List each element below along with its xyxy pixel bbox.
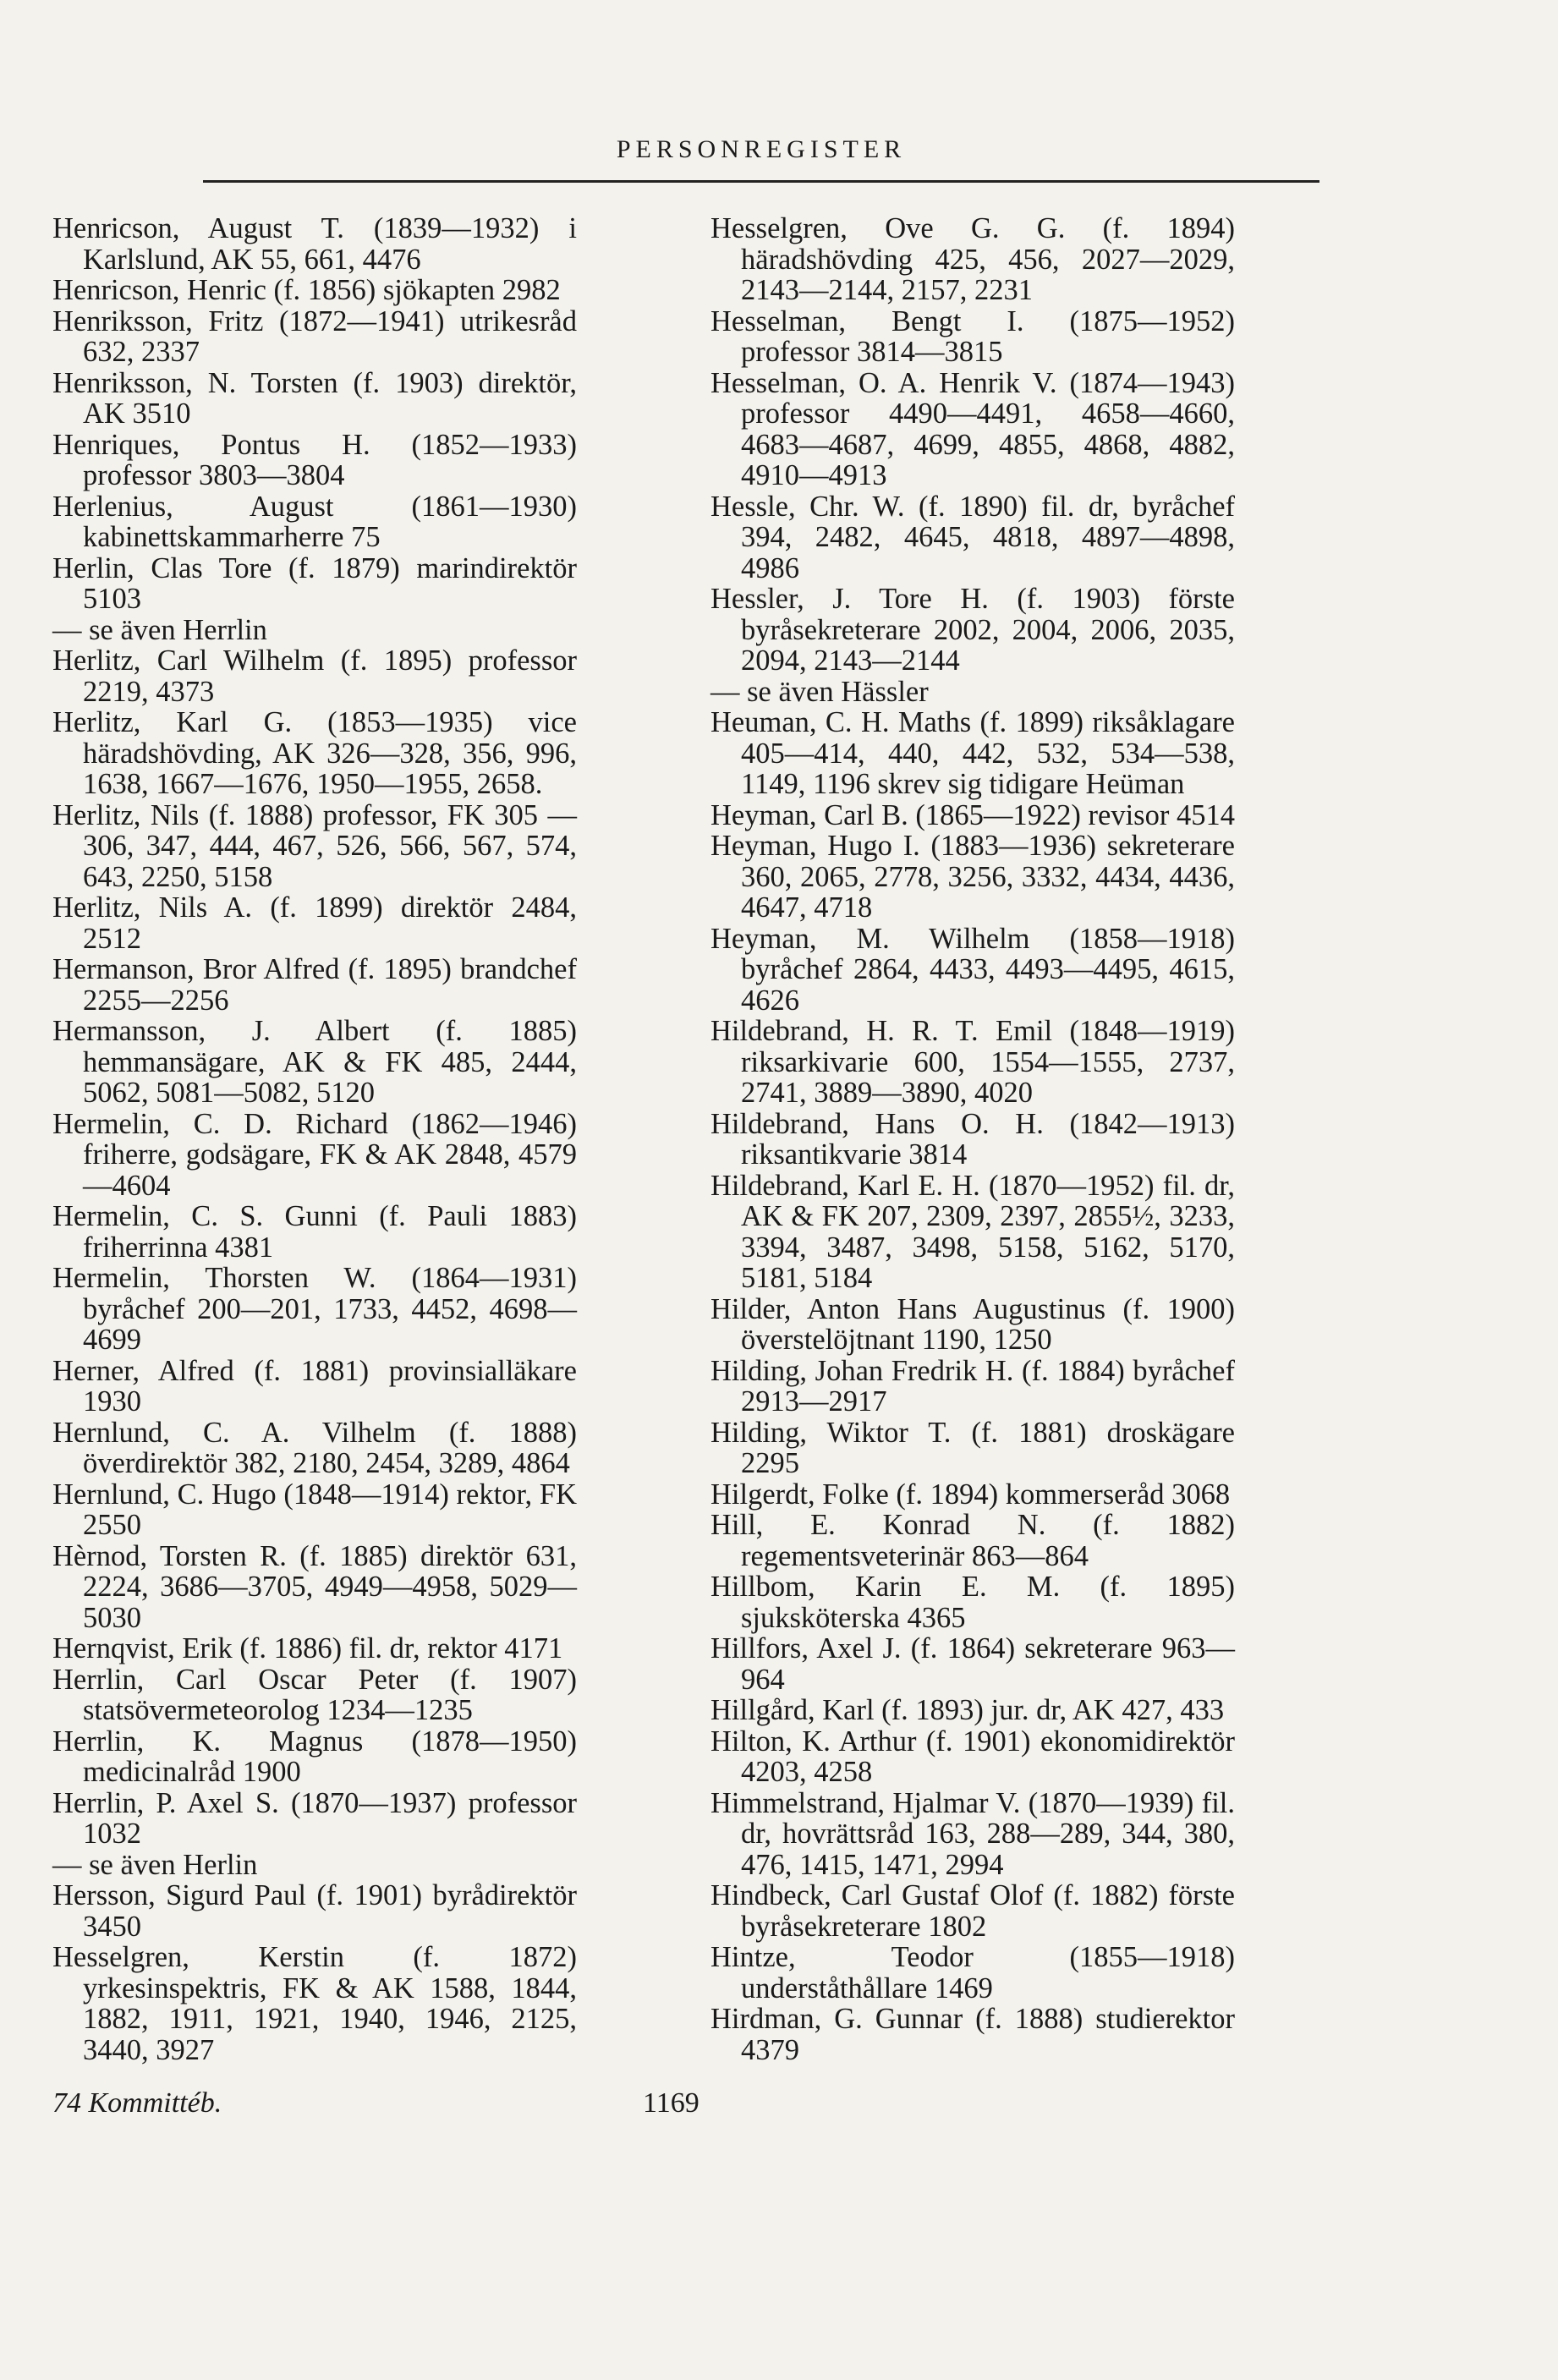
register-entry: Heyman, M. Wilhelm (1858—1918) byråchef 2864, 4433, 4493—4495, 4615, 4626: [710, 922, 1235, 1017]
register-entry: Hernlund, C. A. Vilhelm (f. 1888) överdirektör 382, 2180, 2454, 3289, 4864: [52, 1416, 577, 1479]
register-entry: Hill, E. Konrad N. (f. 1882) regementsveterinär 863—864: [710, 1509, 1235, 1572]
register-entry: Henricson, Henric (f. 1856) sjökapten 2982: [52, 274, 561, 306]
register-entry: Herrlin, P. Axel S. (1870—1937) professor 1032: [52, 1786, 577, 1850]
register-entry: Hermansson, J. Albert (f. 1885) hemmansägare, AK & FK 485, 2444, 5062, 5081—5082, 5120: [52, 1015, 577, 1109]
signature-mark: 74 Kommittéb.: [52, 2087, 222, 2119]
register-entry: Hesselgren, Kerstin (f. 1872) yrkesinspektris, FK & AK 1588, 1844, 1882, 1911, 1921, 1940, 1946, 2125, 3440, 3927: [52, 1941, 577, 2066]
register-entry: Hessler, J. Tore H. (f. 1903) förste byråsekreterare 2002, 2004, 2006, 2035, 2094, 2143—2144: [710, 583, 1235, 677]
register-entry: Hilton, K. Arthur (f. 1901) ekonomidirektör 4203, 4258: [710, 1725, 1235, 1788]
register-entry: Herlitz, Nils A. (f. 1899) direktör 2484, 2512: [52, 891, 577, 955]
register-entry: Hernqvist, Erik (f. 1886) fil. dr, rektor 4171: [52, 1632, 563, 1664]
register-entry: Hilder, Anton Hans Augustinus (f. 1900) överstelöjtnant 1190, 1250: [710, 1292, 1235, 1356]
register-entry: Hilgerdt, Folke (f. 1894) kommerseråd 3068: [710, 1478, 1231, 1511]
register-entry: Herlitz, Nils (f. 1888) professor, FK 305 —306, 347, 444, 467, 526, 566, 567, 574, 643, 2250, 5158: [52, 798, 577, 893]
register-entry: — se även Herrlin: [52, 613, 267, 646]
register-entry: Henriques, Pontus H. (1852—1933) professor 3803—3804: [52, 428, 577, 491]
register-entry: Heuman, C. H. Maths (f. 1899) riksåklagare 405—414, 440, 442, 532, 534—538, 1149, 1196 skrev sig tidigare Heüman: [710, 706, 1235, 800]
register-entry: Hermanson, Bror Alfred (f. 1895) brandchef 2255—2256: [52, 953, 577, 1017]
register-entry: Herrlin, Carl Oscar Peter (f. 1907) statsövermeteorolog 1234—1235: [52, 1663, 577, 1726]
register-entry: Hesselman, Bengt I. (1875—1952) professor 3814—3815: [710, 304, 1235, 368]
register-entry: Hernlund, C. Hugo (1848—1914) rektor, FK 2550: [52, 1478, 577, 1541]
register-entry: Herlin, Clas Tore (f. 1879) marindirektör 5103: [52, 551, 577, 615]
register-entry: Hildebrand, Karl E. H. (1870—1952) fil. dr, AK & FK 207, 2309, 2397, 2855½, 3233, 3394, 3487, 3498, 5158, 5162, 5170, 5181, 5184: [710, 1169, 1235, 1294]
register-entry: Hindbeck, Carl Gustaf Olof (f. 1882) förste byråsekreterare 1802: [710, 1879, 1235, 1943]
register-entry: Hersson, Sigurd Paul (f. 1901) byrådirektör 3450: [52, 1879, 577, 1943]
register-entry: Herner, Alfred (f. 1881) provinsialläkare 1930: [52, 1354, 577, 1418]
register-entry: Hildebrand, H. R. T. Emil (1848—1919) riksarkivarie 600, 1554—1555, 2737, 2741, 3889—3890, 4020: [710, 1015, 1235, 1109]
register-entry: Hillbom, Karin E. M. (f. 1895) sjuksköterska 4365: [710, 1571, 1235, 1634]
register-entry: Hilding, Johan Fredrik H. (f. 1884) byråchef 2913—2917: [710, 1354, 1235, 1418]
register-entry: Herlitz, Carl Wilhelm (f. 1895) professor 2219, 4373: [52, 644, 577, 708]
register-entry: Henriksson, Fritz (1872—1941) utrikesråd 632, 2337: [52, 304, 577, 368]
register-entry: Hilding, Wiktor T. (f. 1881) droskägare 2295: [710, 1416, 1235, 1479]
register-entry: Hintze, Teodor (1855—1918) underståthållare 1469: [710, 1941, 1235, 2004]
page-header: PERSONREGISTER: [616, 135, 907, 163]
register-entry: — se även Hässler: [710, 675, 929, 708]
page-number: 1169: [643, 2087, 699, 2119]
header-rule: [203, 180, 1319, 183]
register-entry: Heyman, Hugo I. (1883—1936) sekreterare 360, 2065, 2778, 3256, 3332, 4434, 4436, 4647, 4718: [710, 830, 1235, 924]
register-entry: Hesselgren, Ove G. G. (f. 1894) häradshövding 425, 456, 2027—2029, 2143—2144, 2157, 2231: [710, 212, 1235, 306]
register-entry: Hesselman, O. A. Henrik V. (1874—1943) professor 4490—4491, 4658—4660, 4683—4687, 4699, 4855, 4868, 4882, 4910—4913: [710, 366, 1235, 491]
register-entry: Herlitz, Karl G. (1853—1935) vice häradshövding, AK 326—328, 356, 996, 1638, 1667—1676, 1950—1955, 2658.: [52, 706, 577, 800]
right-column: [710, 213, 1235, 2065]
register-entry: Hillfors, Axel J. (f. 1864) sekreterare 963—964: [710, 1632, 1235, 1696]
register-entry: — se även Herlin: [52, 1848, 258, 1881]
register-entry: Heyman, Carl B. (1865—1922) revisor 4514: [710, 798, 1235, 831]
register-entry: Hermelin, C. S. Gunni (f. Pauli 1883) friherrinna 4381: [52, 1200, 577, 1264]
register-entry: Henricson, August T. (1839—1932) i Karlslund, AK 55, 661, 4476: [52, 212, 577, 276]
register-entry: Hillgård, Karl (f. 1893) jur. dr, AK 427, 433: [710, 1694, 1225, 1726]
register-entry: Himmelstrand, Hjalmar V. (1870—1939) fil. dr, hovrättsråd 163, 288—289, 344, 380, 476, 1415, 1471, 2994: [710, 1786, 1235, 1881]
register-entry: Herrlin, K. Magnus (1878—1950) medicinalråd 1900: [52, 1725, 577, 1788]
register-entry: Hermelin, Thorsten W. (1864—1931) byråchef 200—201, 1733, 4452, 4698—4699: [52, 1262, 577, 1356]
left-column: [52, 213, 577, 2065]
register-entry: Henriksson, N. Torsten (f. 1903) direktör, AK 3510: [52, 366, 577, 430]
register-entry: Hermelin, C. D. Richard (1862—1946) friherre, godsägare, FK & AK 2848, 4579 —4604: [52, 1107, 577, 1202]
register-entry: Hèrnod, Torsten R. (f. 1885) direktör 631, 2224, 3686—3705, 4949—4958, 5029—5030: [52, 1539, 577, 1634]
register-entry: Hirdman, G. Gunnar (f. 1888) studierektor 4379: [710, 2003, 1235, 2066]
register-entry: Herlenius, August (1861—1930) kabinettskammarherre 75: [52, 490, 577, 553]
register-entry: Hessle, Chr. W. (f. 1890) fil. dr, byråchef 394, 2482, 4645, 4818, 4897—4898, 4986: [710, 490, 1235, 584]
register-entry: Hildebrand, Hans O. H. (1842—1913) riksantikvarie 3814: [710, 1107, 1235, 1171]
